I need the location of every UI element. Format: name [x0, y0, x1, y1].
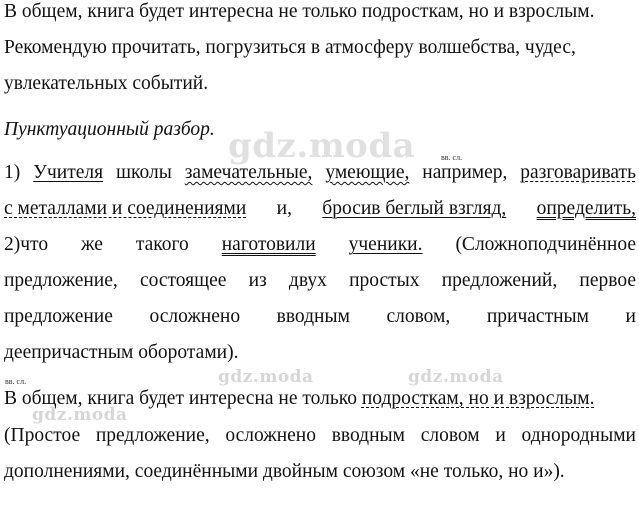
- word: и: [625, 306, 636, 327]
- text-line: Рекомендую прочитать, погрузиться в атмосферу волшебства, чудес,: [4, 37, 576, 58]
- item-number: 1): [4, 162, 21, 183]
- word: (Простое: [4, 425, 81, 446]
- object-word: разговаривать: [520, 162, 636, 183]
- text-line: дополнениями, соединёнными двойным союзом «не только, но и»).: [4, 461, 565, 482]
- word: вводным: [276, 306, 350, 327]
- word: двух: [288, 270, 327, 291]
- paragraph1-line2: [4, 36, 636, 60]
- watermark-logo: gdz.moda: [32, 405, 128, 425]
- word: школы: [116, 162, 172, 183]
- predicate-word: определить,: [536, 198, 636, 219]
- sentence2-line1: [4, 387, 636, 411]
- text-line: увлекательных событий.: [4, 73, 209, 94]
- sentence1-line2: [4, 197, 636, 221]
- subject-word: Учителя: [33, 162, 104, 183]
- sentence2-line3: [4, 460, 636, 484]
- word: и,: [276, 198, 292, 219]
- sentence2-line2: [4, 424, 636, 448]
- word: словом,: [386, 306, 451, 327]
- word: такого: [135, 234, 189, 255]
- paragraph1-line1: [4, 0, 636, 24]
- sentence1-line6: [4, 341, 636, 365]
- sentence1-line3: [4, 233, 636, 257]
- watermark-logo: gdz.moda: [218, 367, 314, 387]
- word: осложнено: [225, 425, 316, 446]
- text-line: деепричастным оборотами).: [4, 342, 239, 363]
- word: состоящее: [139, 270, 227, 291]
- word: причастным: [486, 306, 589, 327]
- word: и: [495, 425, 506, 446]
- object-phrase: с металлами и соединениями: [4, 198, 247, 219]
- word: предложений,: [441, 270, 558, 291]
- introductory-word-note: вв. сл.: [441, 153, 463, 162]
- watermark-logo: gdz.moda: [228, 126, 416, 166]
- object-phrase: подросткам, но и взрослым.: [361, 388, 595, 409]
- text-part: В общем, книга будет интересна не только: [4, 388, 362, 409]
- word: предложение,: [4, 270, 118, 291]
- sentence1-line5: [4, 305, 636, 329]
- introductory-word-note: вв. сл.: [5, 377, 27, 386]
- word: предложение,: [95, 425, 210, 446]
- word: осложнено: [149, 306, 241, 327]
- heading-text: Пунктуационный разбор.: [4, 119, 215, 140]
- sentence1-line4: [4, 269, 636, 293]
- word: же: [81, 234, 103, 255]
- word: предложение: [4, 306, 113, 327]
- introductory-word: например,: [422, 162, 508, 183]
- word: из: [248, 270, 267, 291]
- participle-word: замечательные,: [184, 162, 313, 183]
- word: вводным: [331, 425, 405, 446]
- word: (Сложноподчинённое: [455, 234, 636, 255]
- word: словом: [420, 425, 480, 446]
- participle-word: умеющие,: [325, 162, 410, 183]
- word: первое: [579, 270, 636, 291]
- adverbial-phrase: бросив беглый взгляд,: [322, 198, 507, 219]
- sentence1-line1: [4, 161, 636, 185]
- word: однородными: [521, 425, 636, 446]
- predicate-word: наготовили: [221, 234, 316, 255]
- text-line: В общем, книга будет интересна не только подросткам, но и взрослым.: [4, 1, 595, 22]
- watermark-logo: gdz.moda: [408, 367, 504, 387]
- word: 2)что: [4, 234, 49, 255]
- subject-word: ученики.: [348, 234, 423, 255]
- word: простых: [349, 270, 420, 291]
- paragraph1-line3: [4, 72, 636, 96]
